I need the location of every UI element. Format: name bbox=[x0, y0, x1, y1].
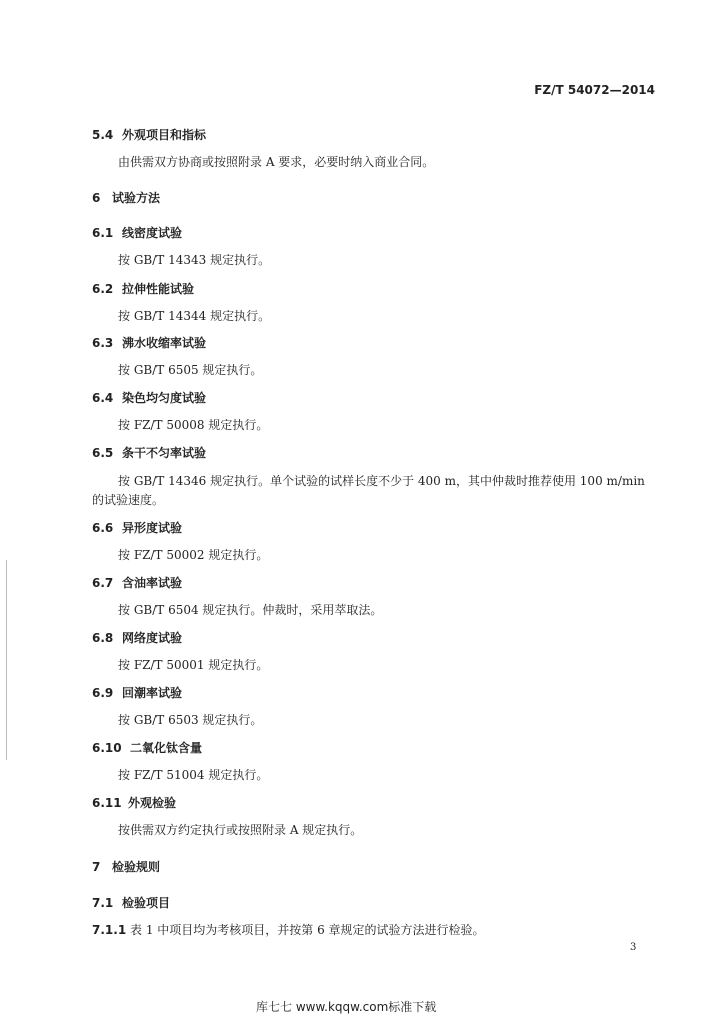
section-heading-6-3 bbox=[92, 334, 206, 351]
section-title: 回潮率试验 bbox=[122, 686, 183, 700]
section-number: 6 bbox=[92, 191, 101, 205]
section-number: 6.6 bbox=[92, 521, 114, 535]
section-number: 6.7 bbox=[92, 576, 114, 590]
paragraph-7-1-1 bbox=[92, 921, 485, 938]
section-heading-5-4 bbox=[92, 126, 206, 143]
paragraph-6-6: 按 FZ/T 50002 规定执行。 bbox=[118, 548, 269, 562]
paragraph-6-2: 按 GB/T 14344 规定执行。 bbox=[118, 309, 271, 323]
section-title: 检验规则 bbox=[112, 860, 161, 874]
section-title: 试验方法 bbox=[112, 191, 161, 205]
paragraph-6-1: 按 GB/T 14343 规定执行。 bbox=[118, 253, 271, 267]
section-heading-6-9 bbox=[92, 684, 182, 701]
section-title: 异形度试验 bbox=[122, 521, 183, 535]
section-heading-6-11 bbox=[92, 794, 176, 811]
section-heading-6-4 bbox=[92, 389, 206, 406]
section-number: 7.1 bbox=[92, 896, 114, 910]
section-heading-6-1 bbox=[92, 224, 182, 241]
section-heading-6 bbox=[92, 189, 160, 206]
section-number: 5.4 bbox=[92, 128, 114, 142]
paragraph-6-9: 按 GB/T 6503 规定执行。 bbox=[118, 713, 263, 727]
section-heading-7-1 bbox=[92, 894, 170, 911]
scan-edge-line bbox=[6, 560, 7, 760]
paragraph-6-8: 按 FZ/T 50001 规定执行。 bbox=[118, 658, 269, 672]
paragraph-6-11: 按供需双方约定执行或按照附录 A 规定执行。 bbox=[118, 823, 363, 837]
paragraph-text: 表 1 中项目均为考核项目，并按第 6 章规定的试验方法进行检验。 bbox=[130, 923, 485, 937]
paragraph-6-5-line-2: 的试验速度。 bbox=[92, 493, 165, 507]
section-number: 6.3 bbox=[92, 336, 114, 350]
section-heading-6-7 bbox=[92, 574, 182, 591]
section-number: 6.10 bbox=[92, 741, 122, 755]
section-number: 6.2 bbox=[92, 282, 114, 296]
paragraph-6-4: 按 FZ/T 50008 规定执行。 bbox=[118, 418, 269, 432]
paragraph-5-4: 由供需双方协商或按照附录 A 要求，必要时纳入商业合同。 bbox=[118, 155, 435, 169]
section-title: 线密度试验 bbox=[122, 226, 183, 240]
section-title: 条干不匀率试验 bbox=[122, 446, 207, 460]
section-heading-7 bbox=[92, 858, 160, 875]
section-number: 7 bbox=[92, 860, 101, 874]
section-title: 拉伸性能试验 bbox=[122, 282, 195, 296]
footer-watermark: 库七七 www.kqqw.com标准下载 bbox=[256, 1000, 437, 1014]
paragraph-6-5-line-1: 按 GB/T 14346 规定执行。单个试验的试样长度不少于 400 m，其中仲裁时推荐使用 100 m/min bbox=[118, 474, 645, 488]
section-heading-6-2 bbox=[92, 280, 194, 297]
section-title: 沸水收缩率试验 bbox=[122, 336, 207, 350]
section-title: 含油率试验 bbox=[122, 576, 183, 590]
section-heading-6-10 bbox=[92, 739, 202, 756]
page-number: 3 bbox=[630, 942, 637, 953]
section-number: 6.1 bbox=[92, 226, 114, 240]
section-title: 外观检验 bbox=[128, 796, 177, 810]
paragraph-6-10: 按 FZ/T 51004 规定执行。 bbox=[118, 768, 269, 782]
section-number: 6.8 bbox=[92, 631, 114, 645]
section-heading-6-5 bbox=[92, 444, 206, 461]
section-number: 6.9 bbox=[92, 686, 114, 700]
section-heading-6-8 bbox=[92, 629, 182, 646]
section-title: 外观项目和指标 bbox=[122, 128, 207, 142]
section-heading-6-6 bbox=[92, 519, 182, 536]
section-title: 网络度试验 bbox=[122, 631, 183, 645]
paragraph-6-7: 按 GB/T 6504 规定执行。仲裁时，采用萃取法。 bbox=[118, 603, 383, 617]
section-number: 7.1.1 bbox=[92, 923, 127, 937]
section-number: 6.5 bbox=[92, 446, 114, 460]
paragraph-6-3: 按 GB/T 6505 规定执行。 bbox=[118, 363, 263, 377]
section-number: 6.4 bbox=[92, 391, 114, 405]
section-title: 检验项目 bbox=[122, 896, 171, 910]
standard-code: FZ/T 54072—2014 bbox=[534, 83, 655, 97]
section-title: 染色均匀度试验 bbox=[122, 391, 207, 405]
section-title: 二氧化钛含量 bbox=[130, 741, 203, 755]
section-number: 6.11 bbox=[92, 796, 122, 810]
